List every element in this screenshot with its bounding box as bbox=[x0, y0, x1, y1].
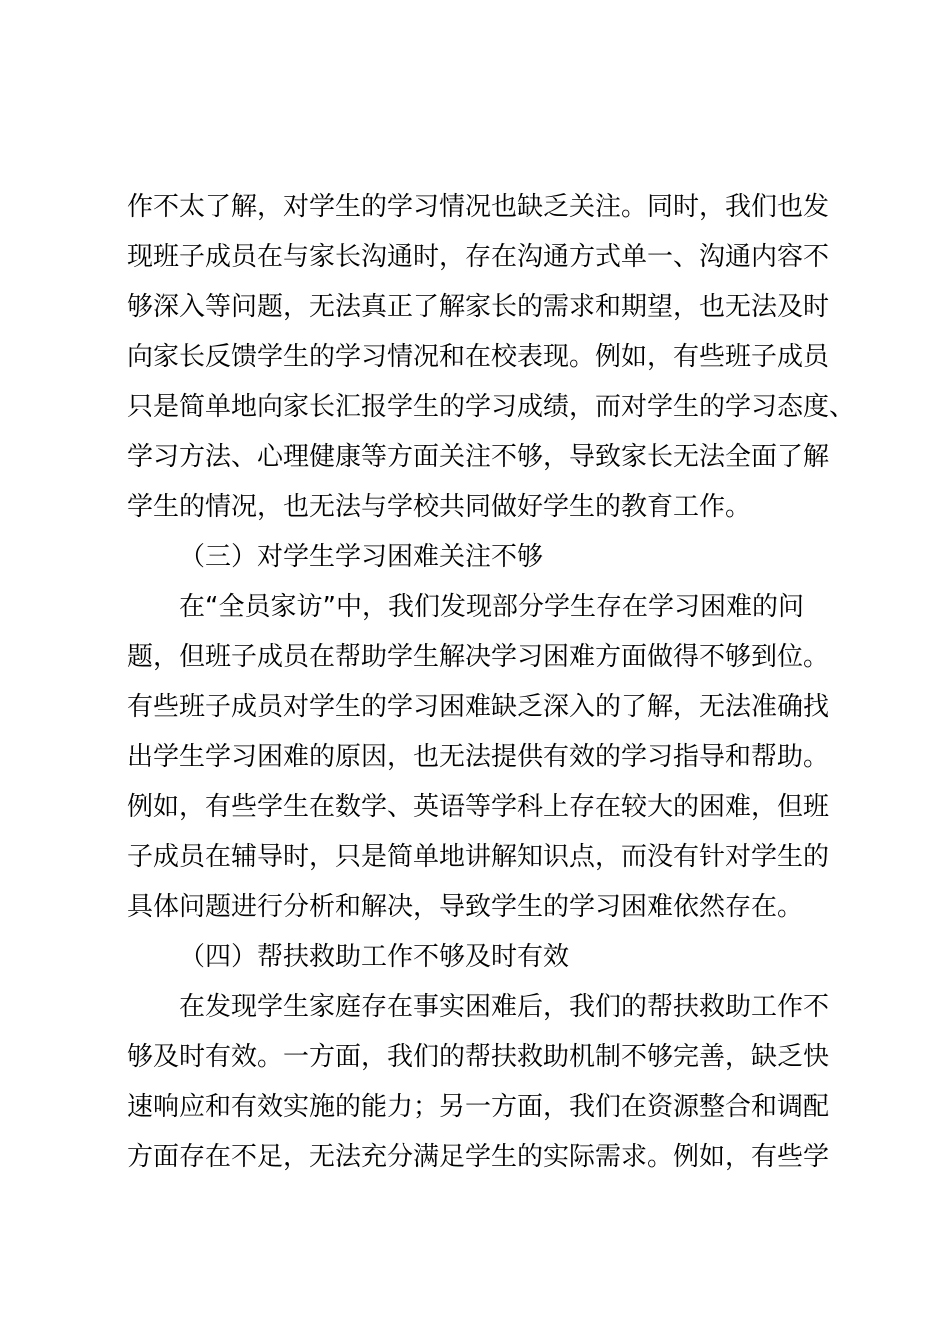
text-line: 速响应和有效实施的能力；另一方面，我们在资源整合和调配 bbox=[127, 1092, 830, 1122]
paragraph-first-line: 在发现学生家庭存在事实困难后，我们的帮扶救助工作不 bbox=[179, 992, 830, 1022]
document-body bbox=[127, 182, 856, 1182]
text-line: 向家长反馈学生的学习情况和在校表现。例如，有些班子成员 bbox=[127, 342, 830, 372]
text-line: 够深入等问题，无法真正了解家长的需求和期望，也无法及时 bbox=[127, 292, 830, 322]
text-line: 学习方法、心理健康等方面关注不够，导致家长无法全面了解 bbox=[127, 442, 830, 472]
text-line: 只是简单地向家长汇报学生的学习成绩，而对学生的学习态度、 bbox=[127, 392, 856, 422]
text-line: 具体问题进行分析和解决，导致学生的学习困难依然存在。 bbox=[127, 892, 804, 922]
text-line: 题，但班子成员在帮助学生解决学习困难方面做得不够到位。 bbox=[127, 642, 830, 672]
text-line: 够及时有效。一方面，我们的帮扶救助机制不够完善，缺乏快 bbox=[127, 1042, 830, 1072]
text-line: 例如，有些学生在数学、英语等学科上存在较大的困难，但班 bbox=[127, 792, 830, 822]
text-line: 方面存在不足，无法充分满足学生的实际需求。例如，有些学 bbox=[127, 1142, 830, 1172]
text-line: 有些班子成员对学生的学习困难缺乏深入的了解，无法准确找 bbox=[127, 692, 830, 722]
text-line: 子成员在辅导时，只是简单地讲解知识点，而没有针对学生的 bbox=[127, 842, 830, 872]
text-line: 作不太了解，对学生的学习情况也缺乏关注。同时，我们也发 bbox=[127, 192, 830, 222]
text-line: 现班子成员在与家长沟通时，存在沟通方式单一、沟通内容不 bbox=[127, 242, 830, 272]
paragraph-first-line: 在“全员家访”中，我们发现部分学生存在学习困难的问 bbox=[179, 592, 804, 622]
section-heading: （三）对学生学习困难关注不够 bbox=[179, 542, 544, 572]
text-line: 学生的情况，也无法与学校共同做好学生的教育工作。 bbox=[127, 492, 752, 522]
text-line: 出学生学习困难的原因，也无法提供有效的学习指导和帮助。 bbox=[127, 742, 830, 772]
section-heading: （四）帮扶救助工作不够及时有效 bbox=[179, 942, 570, 972]
